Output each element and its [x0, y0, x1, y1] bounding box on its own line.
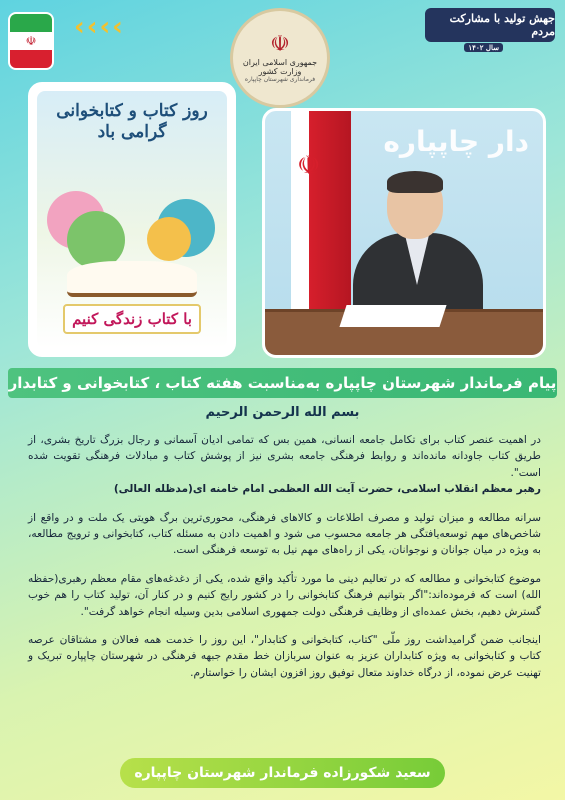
- paragraph: اینجانب ضمن گرامیداشت روز ملّی "کتاب، کتابخوانی و کتابدار"، این روز را خدمت همه فعالان و مشتاقان عرصه کتاب و کتابخوانی به ویژه کتابداران عزیز به عنوان سربازان خط مقدم جبهه فرهنگی در شهرستان چاپپاره تبریک و تهنیت عرض نموده، از درگاه خداوند متعال توفیق روز افزون ایشان را خواستارم.: [28, 634, 541, 679]
- campaign-logo-text: جهش تولید با مشارکت مردم: [449, 12, 555, 38]
- paragraph: موضوع کتابخوانی و مطالعه که در تعالیم دینی ما مورد تأکید واقع شده، یکی از دغدغه‌های مقام معظم رهبری(حفظه الله) است که فرموده‌اند:"اگر بتوانیم فرهنگ کتابخوانی را در کشور رایج کنیم و در کنار آن، تولید کتاب را هم خوب گسترش دهیم، بخش عمده‌ای از وظایف فرهنگی دولت جمهوری اسلامی بدین وسیله انجام خواهد گرفت".: [28, 572, 541, 618]
- open-book-illustration: [67, 261, 197, 297]
- flag-emblem-icon: ☫: [297, 151, 321, 181]
- governor-photo: [262, 108, 546, 358]
- message-title: پیام فرماندار شهرستان چاپپاره به‌مناسبت هفته کتاب ، کتابخوانی و کتابدار: [8, 374, 557, 392]
- book-week-poster-frame: [28, 82, 236, 357]
- campaign-logo: [425, 8, 555, 52]
- office-flag: [291, 111, 351, 311]
- chevron-decoration-icon: ‹ ‹ ‹ ‹: [74, 12, 123, 42]
- message-title-banner: [8, 368, 557, 398]
- document-on-desk: [339, 305, 446, 327]
- signature: سعید شکورزاده فرماندار شهرستان چاپپاره: [134, 765, 431, 781]
- quote-attribution: رهبر معظم انقلاب اسلامی، حضرت آیت الله العظمی امام خامنه ای(مدظله العالی): [113, 483, 541, 496]
- ministry-seal: [230, 8, 330, 108]
- seal-line2: وزارت کشور: [258, 66, 302, 76]
- iran-flag-icon: ☫: [8, 12, 54, 70]
- signature-banner: [120, 758, 445, 788]
- message-body: [28, 432, 541, 693]
- paragraph: سرانه مطالعه و میزان تولید و مصرف اطلاعات و کالاهای فرهنگی، محوری‌ترین برگ هویتی یک ملت و در واقع از شاخص‌های مهم توسعه‌یافتگی هر جامعه محسوب می شود و اهمیت دادن به مسئله کتاب، کتابخوانی و ترویج مطالعه، به ویژه در میان جوانان و نوجوانان، یکی از راه‌های مهم نیل به توسعه فرهنگی است.: [28, 511, 541, 557]
- tree-illustration: [147, 217, 191, 261]
- emblem-icon: ☫: [270, 31, 290, 57]
- basmala: بسم الله الرحمن الرحیم: [205, 405, 360, 420]
- poster-slogan: با کتاب زندگی کنیم: [63, 304, 201, 334]
- paragraph: در اهمیت عنصر کتاب برای تکامل جامعه انسانی، همین بس که تمامی ادیان آسمانی و رجال بزرگ تاریخ بشری، از طریق کتاب جاودانه مانده‌اند و روابط فرهنگی جامعه بشری نیز از پوشش کتاب و مبادلات فرهنگی تقویت شده است".: [28, 434, 541, 479]
- seal-line3: فرمانداری شهرستان چاپپاره: [244, 75, 316, 83]
- seal-line1: جمهوری اسلامی ایران: [242, 57, 318, 67]
- campaign-logo-year: سال ۱۴۰۲: [464, 43, 503, 52]
- wall-sign-text: دار چاپپاره: [383, 125, 529, 158]
- poster-title: روز کتاب و کتابخوانی گرامی باد: [56, 101, 208, 143]
- book-week-poster: [37, 91, 227, 348]
